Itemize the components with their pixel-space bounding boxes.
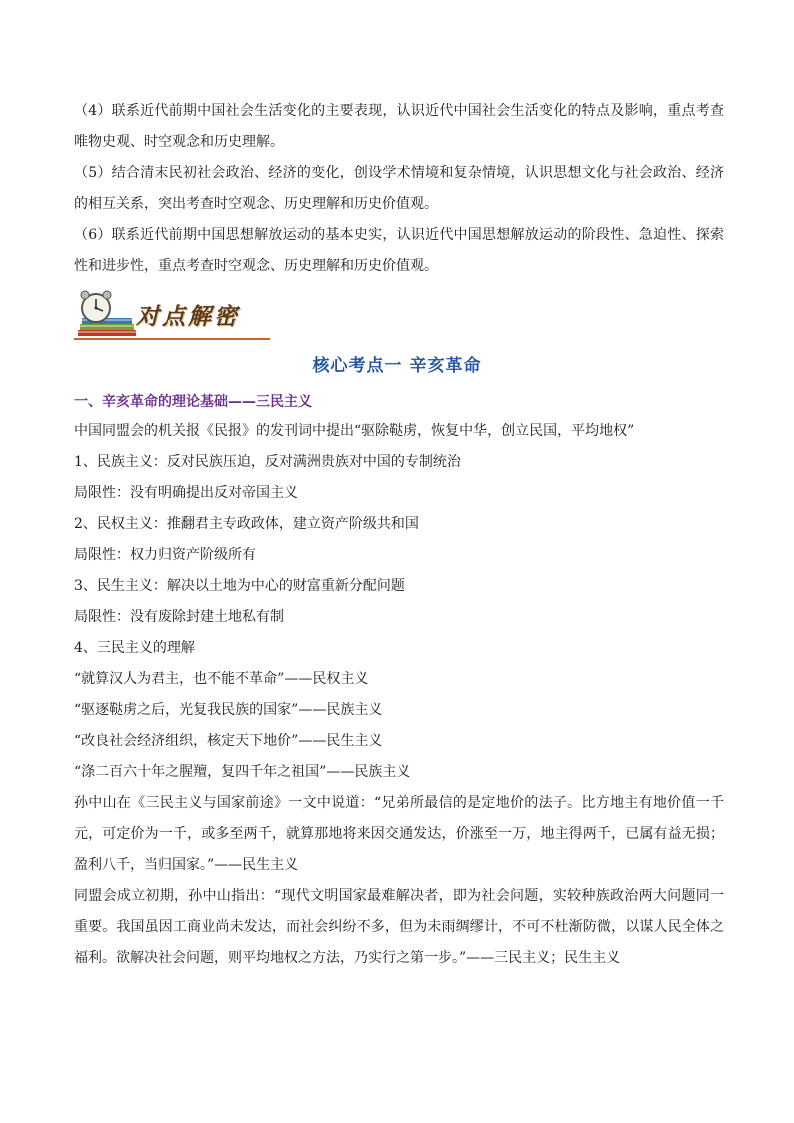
- banner-title: 对点解密: [136, 304, 240, 330]
- objective-item-4: （4）联系近代前期中国社会生活变化的主要表现，认识近代中国社会生活变化的特点及影响，重点考查唯物史观、时空观念和历史理解。: [74, 103, 724, 150]
- quote-line: “就算汉人为君主，也不能不革命”——民权主义: [74, 671, 369, 687]
- quote-line: “改良社会经济组织，核定天下地价”——民生主义: [74, 733, 383, 749]
- quote-line: “驱逐鞑虏之后，光复我民族的国家”——民族主义: [74, 702, 383, 718]
- objective-item-5: （5）结合清末民初社会政治、经济的变化，创设学术情境和复杂情境，认识思想文化与社会政治、经济的相互关系，突出考查时空观念、历史理解和历史价值观。: [74, 165, 724, 212]
- sun-yatsen-paragraph: 孙中山在《三民主义与国家前途》一文中说道：“兄弟所最信的是定地价的法子。比方地主有地价值一千元，可定价为一千，或多至两千，就算那地将来因交通发达，价涨至一万，地主得两千，已属有益无损；盈利八千，当归国家。”——民生主义: [74, 795, 724, 873]
- nationalism-line: 1、民族主义：反对民族压迫，反对满洲贵族对中国的专制统治: [74, 454, 461, 470]
- banner-underline: [74, 338, 270, 340]
- core-topic-heading: 核心考点一 辛亥革命: [312, 356, 482, 376]
- livelihood-line: 3、民生主义：解决以土地为中心的财富重新分配问题: [74, 578, 405, 594]
- democracy-line: 2、民权主义：推翻君主专政政体，建立资产阶级共和国: [74, 516, 419, 532]
- section-heading: 一、辛亥革命的理论基础——三民主义: [74, 394, 312, 410]
- nationalism-limitation: 局限性：没有明确提出反对帝国主义: [74, 485, 298, 501]
- objective-item-6: （6）联系近代前期中国思想解放运动的基本史实，认识近代中国思想解放运动的阶段性、急迫性、探索性和进步性，重点考查时空观念、历史理解和历史价值观。: [74, 227, 724, 274]
- min-bao-line: 中国同盟会的机关报《民报》的发刊词中提出“驱除鞑虏，恢复中华，创立民国，平均地权”: [74, 423, 635, 439]
- tongmenghui-paragraph: 同盟会成立初期，孙中山指出：“现代文明国家最难解决者，即为社会问题，实较种族政治两大问题同一重要。我国虽因工商业尚未发达，而社会纠纷不多，但为未雨绸缪计，不可不杜渐防微，以谋人民全体之福利。欲解决社会问题，则平均地权之方法，乃实行之第一步。”——三民主义；民生主义: [74, 888, 724, 966]
- understanding-heading: 4、三民主义的理解: [74, 640, 195, 656]
- livelihood-limitation: 局限性：没有废除封建土地私有制: [74, 609, 284, 625]
- democracy-limitation: 局限性：权力归资产阶级所有: [74, 547, 256, 563]
- quote-line: “涤二百六十年之腥羶，复四千年之祖国”——民族主义: [74, 764, 411, 780]
